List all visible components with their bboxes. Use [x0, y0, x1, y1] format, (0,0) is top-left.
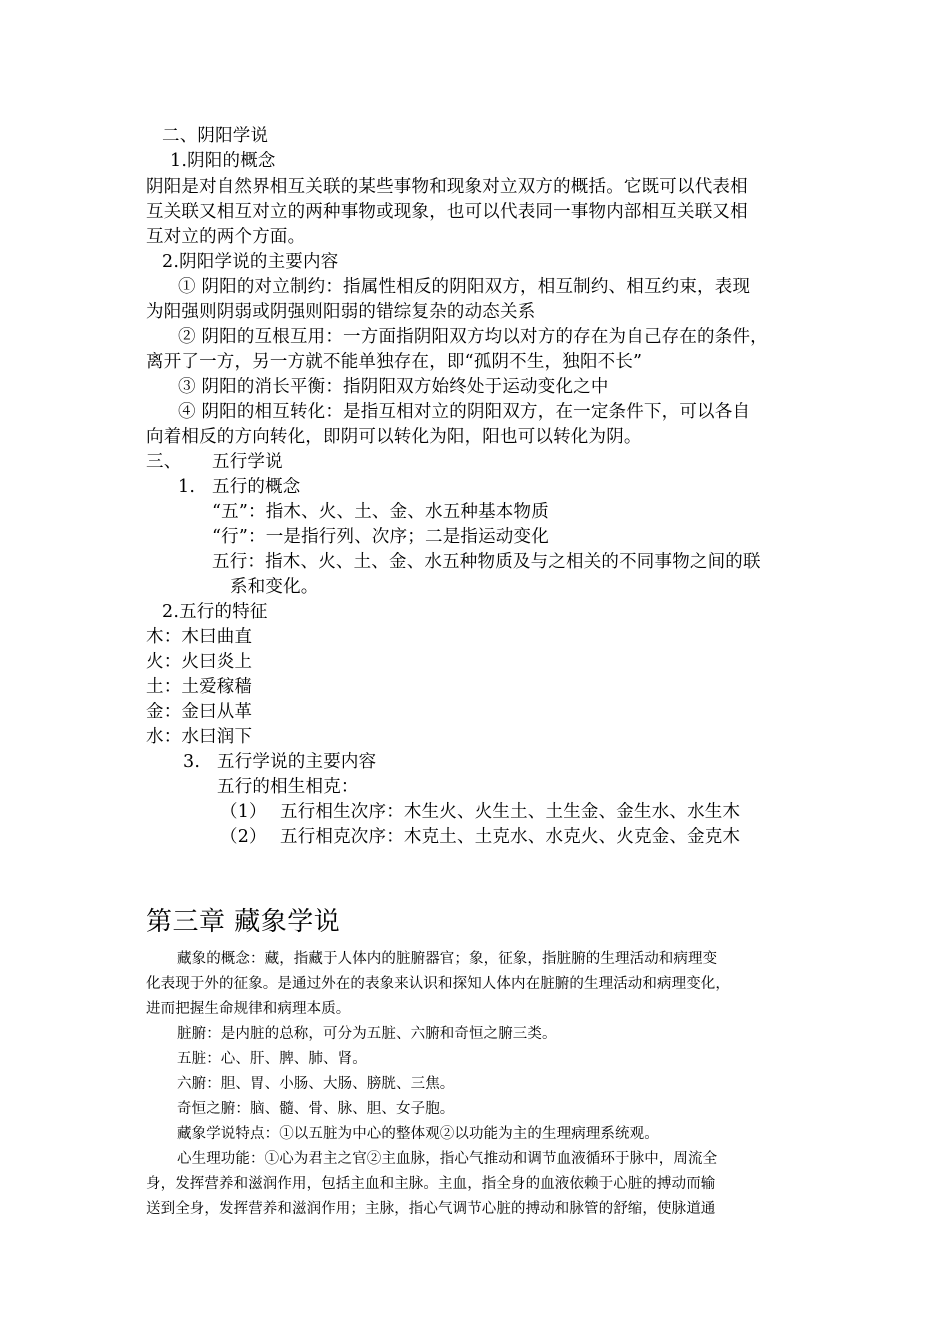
list-item-continuation: 离开了一方，另一方就不能单独存在，即“孤阴不生，独阳不长” — [146, 352, 643, 372]
feature-item-fire: 火：火曰炎上 — [146, 652, 253, 672]
paragraph-line: 藏象的概念：藏，指藏于人体内的脏腑器官；象，征象，指脏腑的生理活动和病理变 — [177, 951, 718, 967]
paragraph-line: 化表现于外的征象。是通过外在的表象来认识和探知人体内在脏腑的生理活动和病理变化， — [146, 976, 730, 992]
list-item-continuation: 向着相反的方向转化，即阴可以转化为阳，阳也可以转化为阴。 — [146, 427, 642, 447]
paragraph-line: 五脏：心、肝、脾、肺、肾。 — [177, 1051, 367, 1067]
feature-item-earth: 土：土爱稼穑 — [146, 677, 253, 697]
sheng-order: 五行相生次序：木生火、火生土、土生金、金生水、水生木 — [280, 802, 741, 822]
paragraph-line: 心生理功能：①心为君主之官②主血脉，指心气推动和调节血液循环于脉中，周流全 — [177, 1151, 718, 1167]
list-number: （1） — [220, 802, 267, 822]
sheng-ke-title: 五行的相生相克： — [217, 777, 359, 797]
list-item: ③ 阴阳的消长平衡：指阴阳双方始终处于运动变化之中 — [178, 377, 609, 397]
chapter-title: 第三章 藏象学说 — [146, 907, 341, 937]
section-heading-wuxing: 五行学说 — [212, 452, 283, 472]
concept-line: 系和变化。 — [230, 577, 319, 597]
paragraph-line: 六腑：胆、胃、小肠、大肠、膀胱、三焦。 — [177, 1076, 455, 1092]
list-number: 3. — [183, 752, 201, 772]
feature-item-metal: 金：金曰从革 — [146, 702, 253, 722]
list-item: ② 阴阳的互根互用：一方面指阴阳双方均以对方的存在为自己存在的条件， — [178, 327, 768, 347]
paragraph-line: 互对立的两个方面。 — [146, 227, 306, 247]
subheading-wuxing-content: 五行学说的主要内容 — [217, 752, 377, 772]
concept-line: 五行：指木、火、土、金、水五种物质及与之相关的不同事物之间的联 — [212, 552, 761, 572]
concept-line: “五”：指木、火、土、金、水五种基本物质 — [212, 502, 549, 522]
ke-order: 五行相克次序：木克土、土克水、水克火、火克金、金克木 — [280, 827, 741, 847]
paragraph-line: 送到全身，发挥营养和滋润作用；主脉，指心气调节心脏的搏动和脉管的舒缩，使脉道通 — [146, 1201, 716, 1217]
paragraph-line: 阴阳是对自然界相互关联的某些事物和现象对立双方的概括。它既可以代表相 — [146, 177, 748, 197]
subheading-yinyang-content: 2.阴阳学说的主要内容 — [162, 252, 339, 272]
section-heading-yinyang: 二、阴阳学说 — [162, 126, 269, 146]
feature-item-wood: 木：木曰曲直 — [146, 627, 253, 647]
paragraph-line: 进而把握生命规律和病理本质。 — [146, 1001, 351, 1017]
list-number: （2） — [220, 827, 267, 847]
subheading-wuxing-features: 2.五行的特征 — [162, 602, 268, 622]
paragraph-line: 脏腑：是内脏的总称，可分为五脏、六腑和奇恒之腑三类。 — [177, 1026, 557, 1042]
paragraph-line: 身，发挥营养和滋润作用，包括主血和主脉。主血，指全身的血液依赖于心脏的搏动而输 — [146, 1176, 716, 1192]
subheading-yinyang-concept: 1.阴阳的概念 — [170, 151, 276, 171]
list-item: ④ 阴阳的相互转化：是指互相对立的阴阳双方，在一定条件下，可以各自 — [178, 402, 751, 422]
list-item-continuation: 为阳强则阴弱或阴强则阳弱的错综复杂的动态关系 — [146, 302, 536, 322]
subheading-wuxing-concept: 五行的概念 — [212, 477, 301, 497]
list-item: ① 阴阳的对立制约：指属性相反的阴阳双方，相互制约、相互约束，表现 — [178, 277, 751, 297]
paragraph-line: 奇恒之腑：脑、髓、骨、脉、胆、女子胞。 — [177, 1101, 455, 1117]
paragraph-line: 互关联又相互对立的两种事物或现象，也可以代表同一事物内部相互关联又相 — [146, 202, 748, 222]
section-number-wuxing: 三、 — [146, 452, 182, 472]
paragraph-line: 藏象学说特点：①以五脏为中心的整体观②以功能为主的生理病理系统观。 — [177, 1126, 659, 1142]
list-number: 1. — [178, 477, 196, 497]
feature-item-water: 水：水曰润下 — [146, 727, 253, 747]
concept-line: “行”：一是指行列、次序；二是指运动变化 — [212, 527, 549, 547]
